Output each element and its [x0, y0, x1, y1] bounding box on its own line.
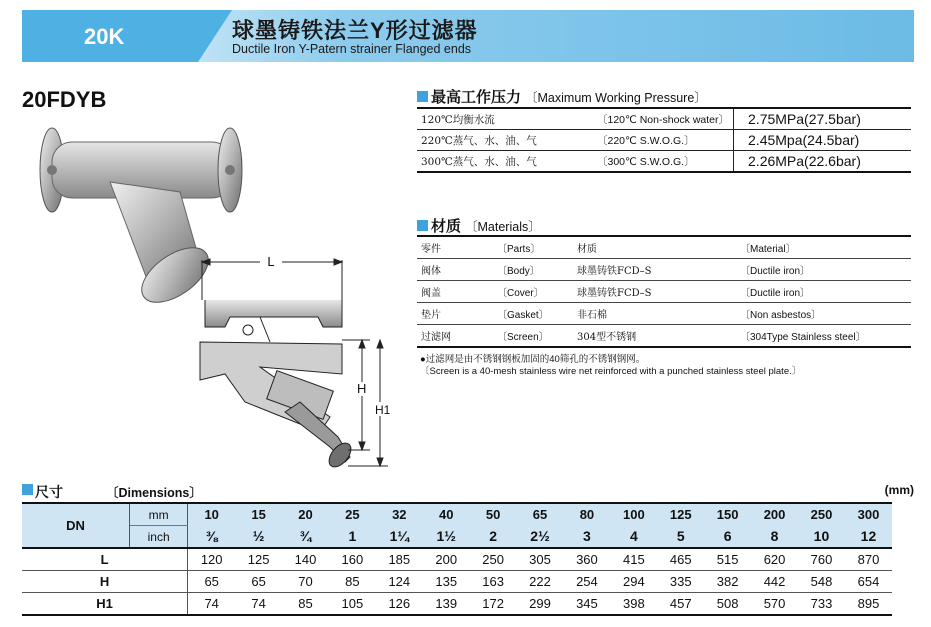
table-cell: 125 — [235, 548, 282, 571]
section-marker-icon — [417, 220, 428, 231]
table-cell: 4 — [610, 526, 657, 549]
table-cell: 12 — [845, 526, 892, 549]
table-cell: 185 — [376, 548, 423, 571]
table-cell: 299 — [517, 593, 564, 616]
table-cell: 50 — [470, 503, 517, 526]
table-cell: 74 — [188, 593, 235, 616]
table-cell: 250 — [798, 503, 845, 526]
table-cell: 570 — [751, 593, 798, 616]
row-label-H: H — [22, 571, 188, 593]
mm-label: mm — [130, 503, 188, 526]
strainer-photo — [40, 128, 242, 313]
table-row: 阀体 〔Body〕 球墨铸铁FCD–S 〔Ductile iron〕 — [417, 259, 911, 281]
table-cell: 85 — [282, 593, 329, 616]
table-cell: 140 — [282, 548, 329, 571]
dim-label-L: L — [267, 254, 275, 269]
table-row: 300℃蒸气、水、油、气 〔300℃ S.W.O.G.〕 2.26MPa(22.6bar) — [417, 151, 911, 173]
dimensions-unit: (mm) — [884, 483, 914, 497]
table-cell: 20 — [282, 503, 329, 526]
table-row: 阀盖 〔Cover〕 球墨铸铁FCD–S 〔Ductile iron〕 — [417, 281, 911, 303]
table-cell: 105 — [329, 593, 376, 616]
table-cell: 2½ — [517, 526, 564, 549]
dimensions-table — [22, 502, 892, 616]
table-cell: 10 — [188, 503, 235, 526]
table-cell: 40 — [423, 503, 470, 526]
table-row: 120℃均衡水流 〔120℃ Non-shock water〕 2.75MPa(27.5bar) — [417, 108, 911, 130]
table-cell: 25 — [329, 503, 376, 526]
table-cell: 222 — [517, 571, 564, 593]
table-cell: 515 — [704, 548, 751, 571]
product-title-en: Ductile Iron Y-Patern strainer Flanged ends — [232, 42, 472, 56]
table-cell: 415 — [610, 548, 657, 571]
table-cell: 124 — [376, 571, 423, 593]
dn-mm-row — [22, 503, 892, 526]
table-cell: ¾ — [282, 526, 329, 549]
table-cell: 294 — [610, 571, 657, 593]
table-cell: 360 — [563, 548, 610, 571]
table-cell: 15 — [235, 503, 282, 526]
table-cell: 465 — [657, 548, 704, 571]
table-cell: 200 — [423, 548, 470, 571]
table-row-L — [22, 548, 892, 571]
table-cell: 6 — [704, 526, 751, 549]
table-cell: 508 — [704, 593, 751, 616]
table-row: 220℃蒸气、水、油、气 〔220℃ S.W.O.G.〕 2.45Mpa(24.5bar) — [417, 130, 911, 151]
table-cell: 760 — [798, 548, 845, 571]
table-row-H1 — [22, 593, 892, 616]
table-cell: 654 — [845, 571, 892, 593]
dim-label-H1: H1 — [375, 403, 391, 417]
table-cell: 2 — [470, 526, 517, 549]
table-cell: 80 — [563, 503, 610, 526]
table-cell: 1 — [329, 526, 376, 549]
table-cell: 1¼ — [376, 526, 423, 549]
table-cell: 65 — [188, 571, 235, 593]
table-cell: 8 — [751, 526, 798, 549]
table-cell: 733 — [798, 593, 845, 616]
table-cell: 32 — [376, 503, 423, 526]
table-cell: 382 — [704, 571, 751, 593]
table-cell: 457 — [657, 593, 704, 616]
table-row-H — [22, 571, 892, 593]
table-cell: 135 — [423, 571, 470, 593]
section-marker-icon — [417, 91, 428, 102]
table-cell: 120 — [188, 548, 235, 571]
row-label-H1: H1 — [22, 593, 188, 616]
table-row: 垫片 〔Gasket〕 非石棉 〔Non asbestos〕 — [417, 303, 911, 325]
table-cell: 620 — [751, 548, 798, 571]
model-number: 20FDYB — [22, 87, 107, 112]
materials-section-heading: 材质 〔Materials〕 — [417, 215, 541, 236]
dimension-drawing — [200, 259, 388, 471]
table-cell: 70 — [282, 571, 329, 593]
table-cell: 10 — [798, 526, 845, 549]
header-banner — [22, 10, 914, 62]
table-cell: 125 — [657, 503, 704, 526]
dn-label: DN — [22, 503, 130, 548]
table-cell: 305 — [517, 548, 564, 571]
inch-label: inch — [130, 526, 188, 549]
pressure-class-badge — [22, 10, 232, 62]
table-cell: 870 — [845, 548, 892, 571]
product-title-cn: 球墨铸铁法兰Y形过滤器 — [232, 18, 478, 43]
table-cell: 200 — [751, 503, 798, 526]
table-cell: 548 — [798, 571, 845, 593]
strainer-illustration — [30, 112, 410, 472]
section-marker-icon — [22, 484, 33, 495]
table-cell: 65 — [235, 571, 282, 593]
dn-inch-row — [22, 526, 892, 549]
table-cell: 345 — [563, 593, 610, 616]
table-cell: 398 — [610, 593, 657, 616]
screen-note — [420, 354, 801, 378]
table-cell: 126 — [376, 593, 423, 616]
table-cell: 335 — [657, 571, 704, 593]
table-cell: ½ — [235, 526, 282, 549]
table-cell: 160 — [329, 548, 376, 571]
table-cell: ⅜ — [188, 526, 235, 549]
table-cell: 163 — [470, 571, 517, 593]
table-cell: 100 — [610, 503, 657, 526]
table-cell: 250 — [470, 548, 517, 571]
table-cell: 172 — [470, 593, 517, 616]
dim-label-H: H — [357, 381, 367, 396]
table-cell: 85 — [329, 571, 376, 593]
screen-note-cn: ●过滤网是由不锈钢钢板加固的40筛孔的不锈钢钢网。 — [420, 354, 646, 365]
screen-note-en: 〔Screen is a 40-mesh stainless wire net reinforced with a punched stainless steel plate.〕 — [420, 366, 802, 377]
table-cell: 254 — [563, 571, 610, 593]
table-cell: 139 — [423, 593, 470, 616]
table-cell: 1½ — [423, 526, 470, 549]
table-cell: 150 — [704, 503, 751, 526]
pressure-class-label: 20K — [84, 24, 125, 49]
table-cell: 300 — [845, 503, 892, 526]
table-cell: 3 — [563, 526, 610, 549]
table-cell: 442 — [751, 571, 798, 593]
materials-table — [417, 235, 911, 348]
table-cell: 5 — [657, 526, 704, 549]
table-cell: 895 — [845, 593, 892, 616]
row-label-L: L — [22, 548, 188, 571]
table-cell: 65 — [517, 503, 564, 526]
table-header-row: 零件 〔Parts〕 材质 〔Material〕 — [417, 236, 911, 259]
table-cell: 74 — [235, 593, 282, 616]
pressure-section-heading: 最高工作压力 〔Maximum Working Pressure〕 — [417, 86, 707, 107]
pressure-table — [417, 107, 911, 173]
table-row: 过滤网 〔Screen〕 304型不锈钢 〔304Type Stainless steel〕 — [417, 325, 911, 348]
